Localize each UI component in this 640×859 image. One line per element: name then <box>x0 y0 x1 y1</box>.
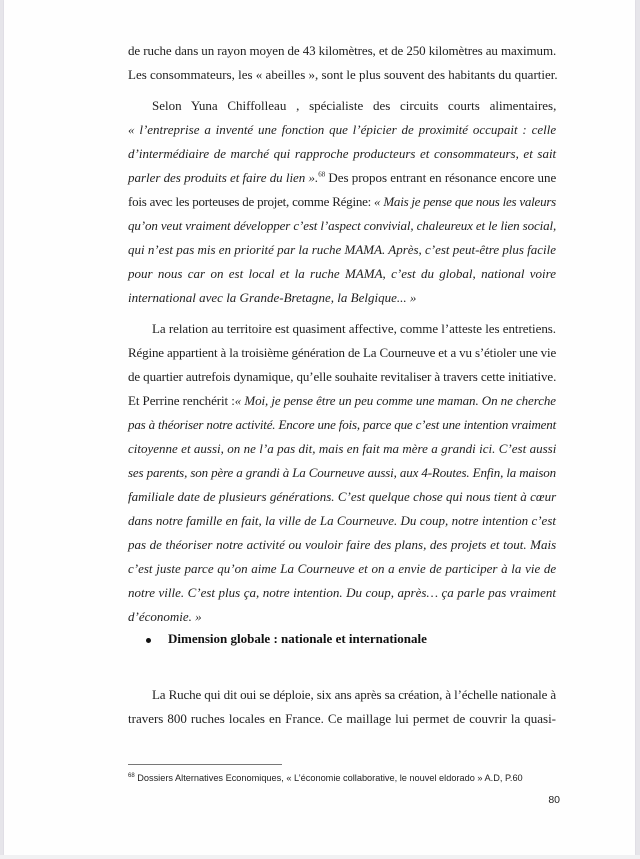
quote-line: d’économie. » <box>128 609 202 624</box>
quote-line: ses parents, son père a grandi à La Courneuve aussi, aux 4-Routes. Enfin, la maison <box>128 465 556 480</box>
body-line <box>128 194 556 210</box>
quote-line: dans notre famille en fait, la ville de La Courneuve. Du coup, notre intention c’est <box>128 513 556 528</box>
footnote <box>128 773 523 783</box>
quote-line: pas de théoriser notre activité ou vouloir faire des plans, des projets et tout. Mais <box>128 537 557 552</box>
quote-line: familiale date de plusieurs générations. C’est quelque chose qui nous tient à cœur <box>128 489 557 504</box>
quote-line: international avec la Grande-Bretagne, la Belgique... » <box>128 290 417 305</box>
section-heading: Dimension globale : nationale et internationale <box>168 631 427 646</box>
footnote-separator <box>128 764 282 765</box>
quote-fragment: parler des produits et faire du lien ». <box>128 170 319 185</box>
body-fragment: Des propos entrant en résonance encore une <box>325 170 557 185</box>
page-number: 80 <box>548 794 560 806</box>
body-line: de ruche dans un rayon moyen de 43 kilomètres, et de 250 kilomètres au maximum. <box>128 43 557 58</box>
quote-line: pas à théoriser notre activité. Encore une fois, parce que c’est une intention vraiment <box>128 417 556 432</box>
quote-line: « l’entreprise a inventé une fonction que l’épicier de proximité occupait : celle <box>128 122 557 137</box>
body-line: Régine appartient à la troisième génération de La Courneuve et a vu s’étioler une vie <box>128 345 557 360</box>
body-line: La Ruche qui dit oui se déploie, six ans après sa création, à l’échelle nationale à <box>152 687 556 702</box>
quote-line: pour nous car on est local et la ruche MAMA, c’est du global, national voire <box>128 266 556 281</box>
quote-fragment: « Moi, je pense être un peu comme une maman. On ne cherche <box>234 393 556 408</box>
body-fragment: fois avec les porteuses de projet, comme Régine: <box>128 194 375 209</box>
body-fragment: Et Perrine renchérit : <box>128 393 235 408</box>
page-bottom-edge <box>0 855 640 859</box>
body-line <box>128 170 556 186</box>
quote-line: d’intermédiaire de marché qui rapproche producteurs et consommateurs, et sait <box>128 146 557 161</box>
body-line: La relation au territoire est quasiment affective, comme l’atteste les entretiens. <box>152 321 556 336</box>
quote-fragment: « Mais je pense que nous les valeurs <box>374 194 556 209</box>
footnote-reference[interactable]: 68 <box>318 170 326 179</box>
quote-line: citoyenne et aussi, on ne l’a pas dit, mais en fait ma mère a grandi ici. C’est aussi <box>128 441 557 456</box>
body-line: Selon Yuna Chiffolleau , spécialiste des circuits courts alimentaires, <box>152 98 557 113</box>
quote-line: qui n’est pas mis en priorité par la ruche MAMA. Après, c’est peut-être plus facile <box>128 242 556 257</box>
body-line: Les consommateurs, les « abeilles », sont le plus souvent des habitants du quartier. <box>128 67 558 82</box>
bullet-icon <box>146 638 151 643</box>
quote-line: c’est juste parce qu’on aime La Courneuve et on a envie de participer à la vie de <box>128 561 557 576</box>
body-line <box>128 393 556 409</box>
body-line: travers 800 ruches locales en France. Ce maillage lui permet de couvrir la quasi- <box>128 711 557 726</box>
footnote-text: Dossiers Alternatives Economiques, « L’économie collaborative, le nouvel eldorado » A.D, P.60 <box>134 773 523 783</box>
quote-line: qu’on veut vraiment développer c’est l’aspect convivial, chaleureux et le lien social, <box>128 218 557 233</box>
footnote-number: 68 <box>128 772 135 779</box>
quote-line: notre ville. C’est plus ça, notre intention. Du coup, après… ça parle pas vraiment <box>128 585 556 600</box>
body-line: de quartier autrefois dynamique, qu’elle souhaite revitaliser à travers cette initiative. <box>128 369 557 384</box>
